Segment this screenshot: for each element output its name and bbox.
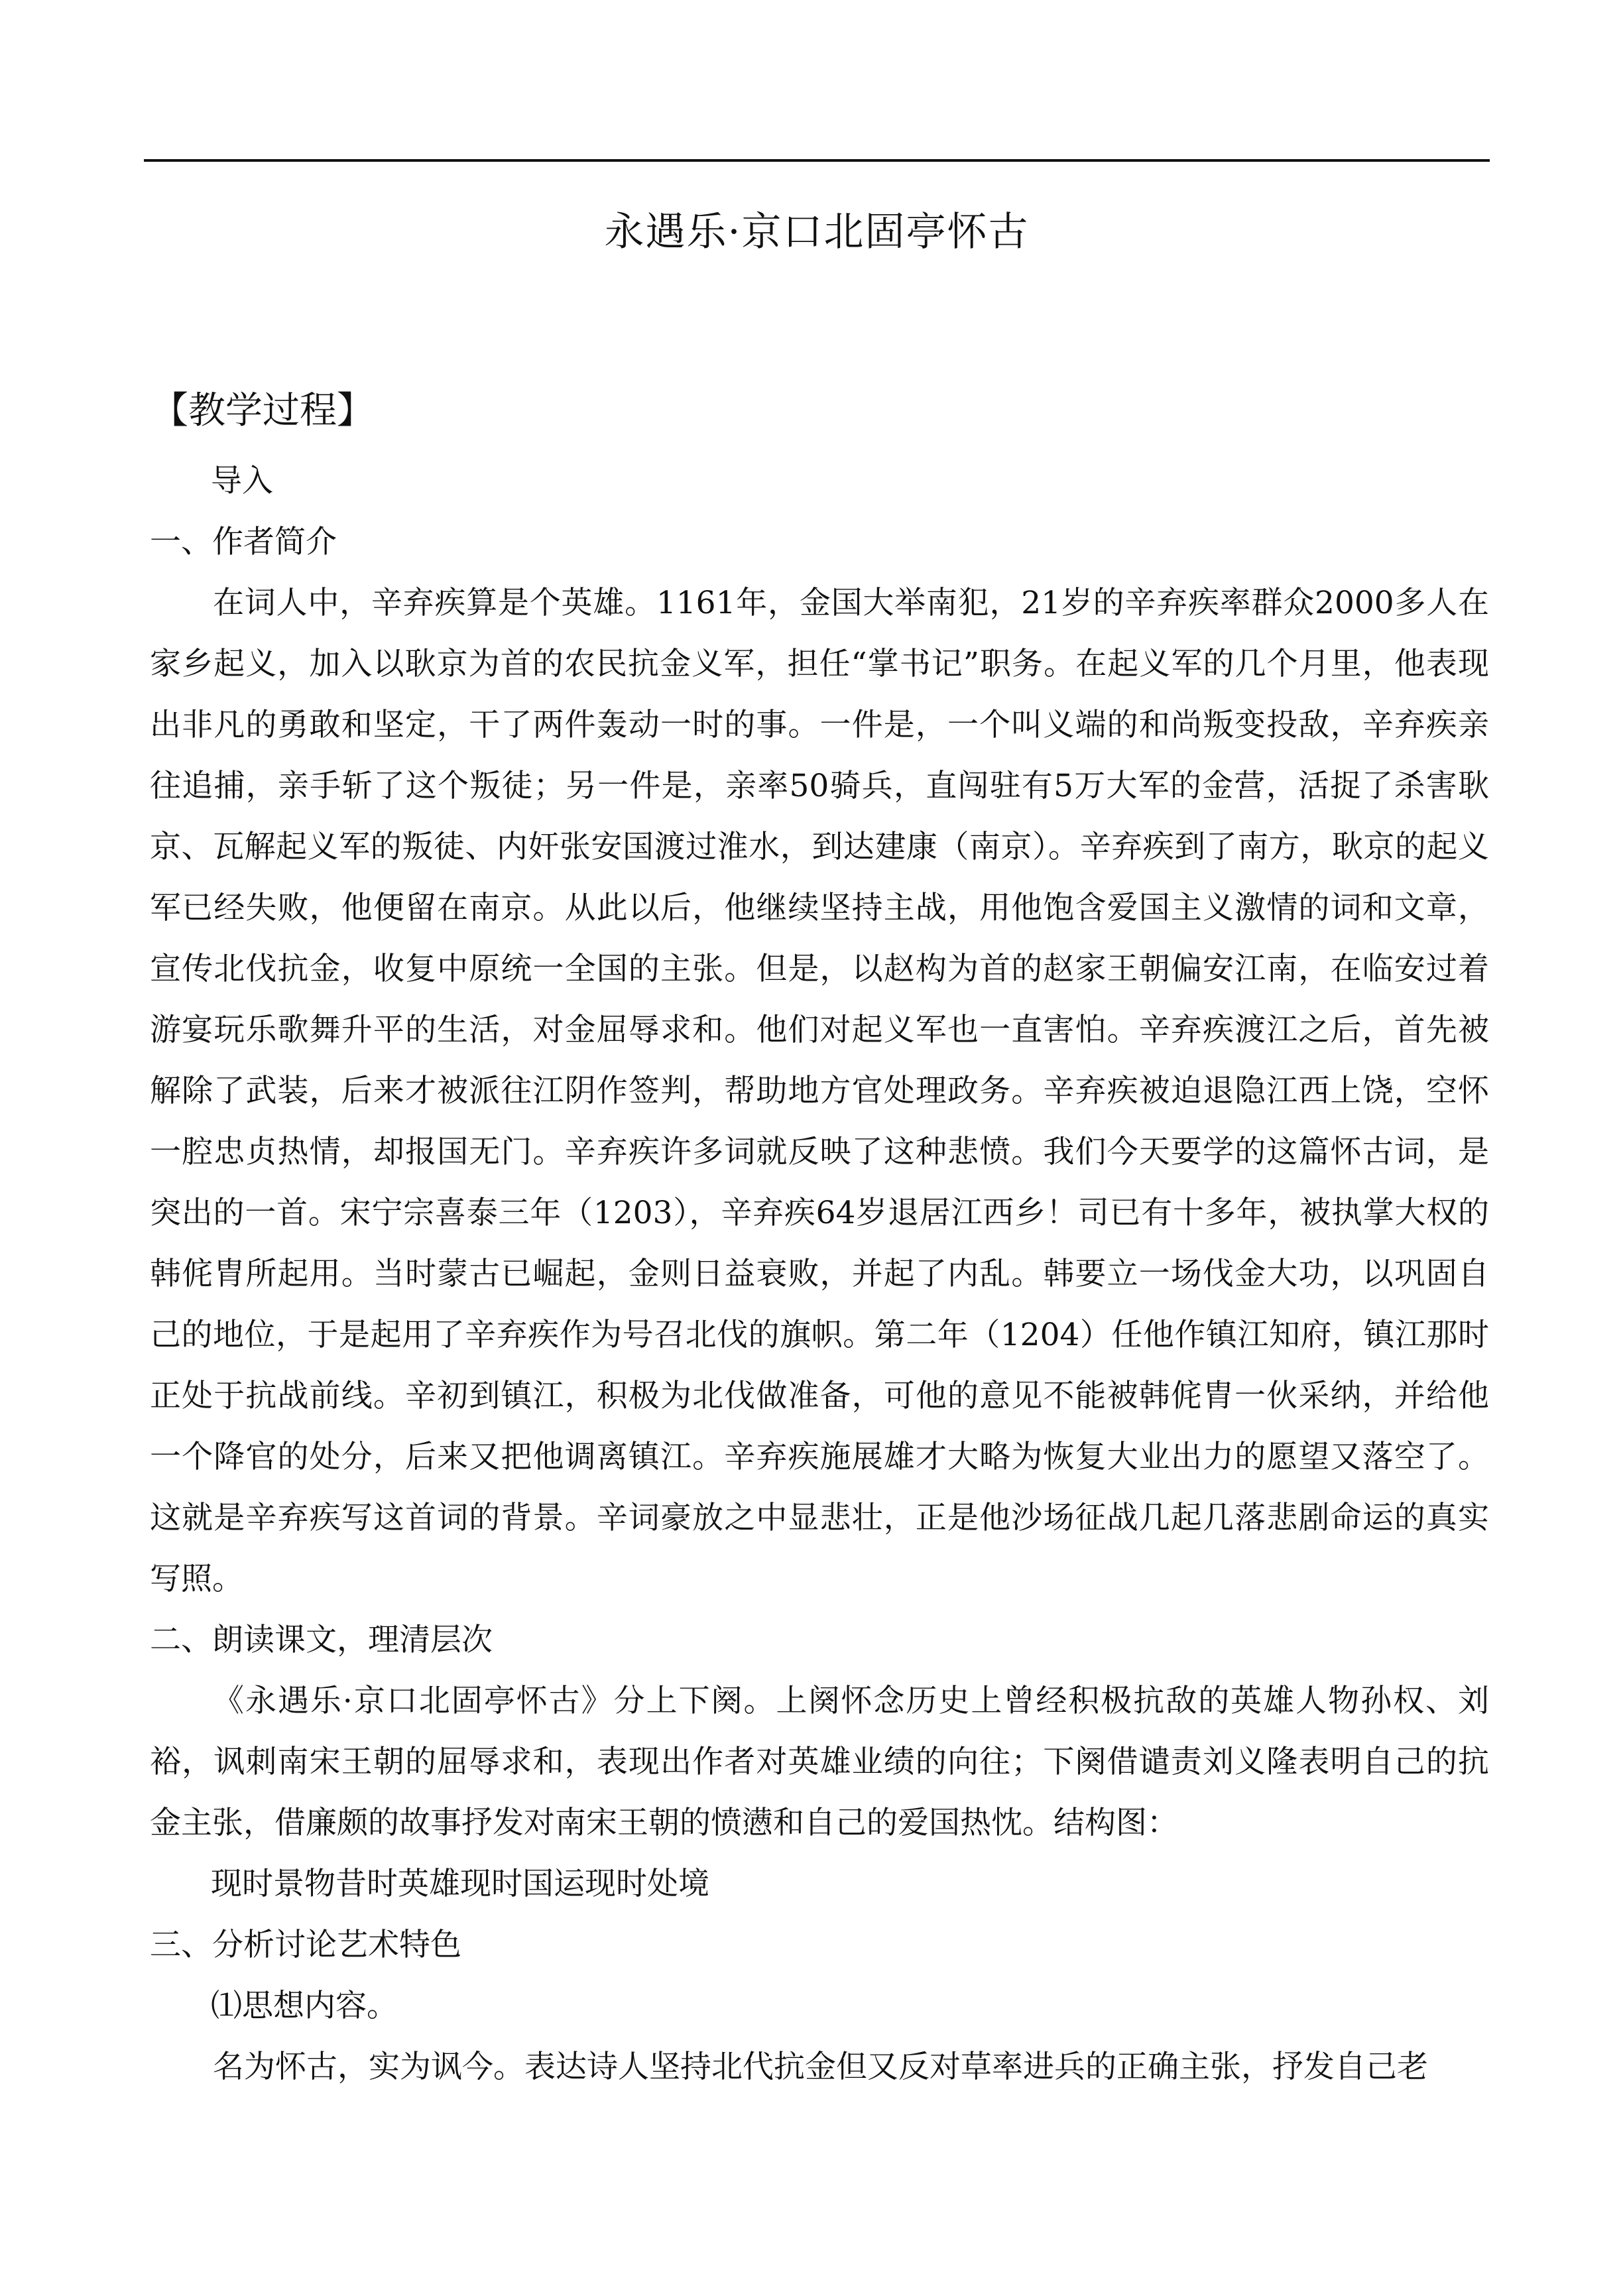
intro-label: 导入 [211,463,273,499]
part2-heading: 二、朗读课文，理清层次 [150,1622,493,1658]
structure-diagram-text: 现时景物昔时英雄现时国运现时处境 [211,1866,709,1902]
part3-heading: 三、分析讨论艺术特色 [150,1927,461,1963]
part2-paragraph: 《永遇乐·京口北固亭怀古》分上下阕。上阕怀念历史上曾经积极抗敌的英雄人物孙权、刘裕，讽刺南宋王朝的屈辱求和，表现出作者对英雄业绩的向往；下阕借谴责刘义隆表明自己的抗金主张，借廉颇的故事抒发对南宋王朝的愤懑和自己的爱国热忱。结构图： [150,1683,1489,1841]
part1-heading: 一、作者简介 [150,524,337,560]
document-title: 永遇乐·京口北固亭怀古 [604,209,1030,255]
header-rule [144,159,1490,162]
part3-sub-item: ⑴思想内容。 [211,1988,398,2024]
section-header: 【教学过程】 [151,389,374,432]
part3-paragraph: 名为怀古，实为讽今。表达诗人坚持北代抗金但又反对草率进兵的正确主张，抒发自己老 [213,2049,1428,2085]
part1-paragraph: 在词人中，辛弃疾算是个英雄。1161年，金国大举南犯，21岁的辛弃疾率群众2000多人在家乡起义，加入以耿京为首的农民抗金义军，担任“掌书记”职务。在起义军的几个月里，他表现出非凡的勇敢和坚定，干了两件轰动一时的事。一件是，一个叫义端的和尚叛变投敌，辛弃疾亲往追捕，亲手斩了这个叛徒；另一件是，亲率50骑兵，直闯驻有5万大军的金营，活捉了杀害耿京、瓦解起义军的叛徒、内奸张安国渡过淮水，到达建康（南京）。辛弃疾到了南方，耿京的起义军已经失败，他便留在南京。从此以后，他继续坚持主战，用他饱含爱国主义激情的词和文章，宣传北伐抗金，收复中原统一全国的主张。但是，以赵构为首的赵家王朝偏安江南，在临安过着游宴玩乐歌舞升平的生活，对金屈辱求和。他们对起义军也一直害怕。辛弃疾渡江之后，首先被解除了武装，后来才被派往江阴作签判，帮助地方官处理政务。辛弃疾被迫退隐江西上饶，空怀一腔忠贞热情，却报国无门。辛弃疾许多词就反映了这种悲愤。我们今天要学的这篇怀古词，是突出的一首。宋宁宗喜泰三年（1203），辛弃疾64岁退居江西乡！司已有十多年，被执掌大权的韩侂胄所起用。当时蒙古已崛起，金则日益衰败，并起了内乱。韩要立一场伐金大功，以巩固自己的地位，于是起用了辛弃疾作为号召北伐的旗帜。第二年（1204）任他作镇江知府，镇江那时正处于抗战前线。辛初到镇江，积极为北伐做准备，可他的意见不能被韩侂胄一伙采纳，并给他一个降官的处分，后来又把他调离镇江。辛弃疾施展雄才大略为恢复大业出力的愿望又落空了。这就是辛弃疾写这首词的背景。辛词豪放之中显悲壮，正是他沙场征战几起几落悲剧命运的真实写照。 [150,585,1489,1597]
document-body [150,451,1489,2098]
